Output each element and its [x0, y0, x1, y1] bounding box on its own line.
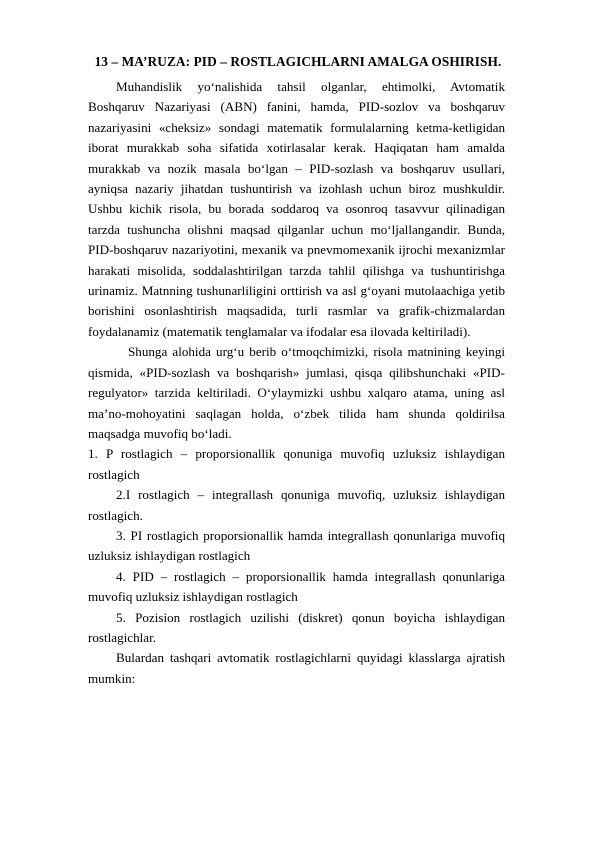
lecture-title: 13 – MA’RUZA: PID – ROSTLAGICHLARNI AMALGA OSHIRISH.: [94, 54, 502, 69]
paragraph-classes-intro: Bulardan tashqari avtomatik rostlagichlarni quyidagi klasslarga ajratish mumkin:: [88, 650, 505, 686]
document-body: [88, 77, 505, 689]
list-item-i-regulator: 2.I rostlagich – integrallash qonuniga muvofiq, uzluksiz ishlaydigan rostlagich.: [88, 487, 505, 523]
paragraph-note: Shunga alohida urg‘u berib o‘tmoqchimizki, risola matnining keyingi qismida, «PID-sozlash va boshqarish» jumlasi, qisqa qilibshunchaki «PID-regulyator» tarzida keltiriladi. O‘ylaymizki ushbu xalqaro atama, uning asl ma’no-mohoyatini saqlagan holda, o‘zbek tilida ham shunda qoldirilsa maqsadga muvofiq bo‘ladi.: [88, 344, 505, 441]
list-item-p-regulator: 1. P rostlagich – proporsionallik qonuniga muvofiq uzluksiz ishlaydigan rostlagich: [88, 446, 505, 482]
list-item-positional-regulator: 5. Pozision rostlagich uzilishi (diskret) qonun boyicha ishlaydigan rostlagichlar.: [88, 609, 505, 645]
paragraph-intro: Muhandislik yo‘nalishida tahsil olganlar, ehtimolki, Avtomatik Boshqaruv Nazariyasi (ABN) fanini, hamda, PID-sozlov va boshqaruv nazariyasini «cheksiz» sondagi matematik formulalarning ketma-ketligidan iborat murakkab soha sifatida xotirlasalar kerak. Haqiqatan ham amalda murakkab va nozik masala bo‘lgan – PID-sozlash va boshqaruv usullari, ayniqsa nazariy jihatdan tushuntirish va izohlash uchun biroz mushkuldir. Ushbu kichik risola, bu borada soddaroq va osonroq tasavvur qilinadigan tarzda tushuncha olishni maqsad qilganlar uchun mo‘ljallangandir. Bunda, PID-boshqaruv nazariyotini, mexanik va pnevmomexanik ijrochi mexanizmlar harakati misolida, soddalashtirilgan tarzda tahlil qilishga va tushuntirishga urinamiz. Matnning tushunarliligini orttirish va asl g‘oyani mutolaachiga yetib borishini osonlashtirish maqsadida, turli rasmlar va grafik-chizmalardan foydalanamiz (matematik tenglamalar va ifodalar esa ilovada keltiriladi).: [88, 79, 505, 339]
list-item-pid-regulator: 4. PID – rostlagich – proporsionallik hamda integrallash qonunlariga muvofiq uzluksiz ishlaydigan rostlagich: [88, 568, 505, 605]
list-item-pi-regulator: 3. PI rostlagich proporsionallik hamda integrallash qonunlariga muvofiq uzluksiz ishlaydigan rostlagich: [88, 527, 505, 564]
